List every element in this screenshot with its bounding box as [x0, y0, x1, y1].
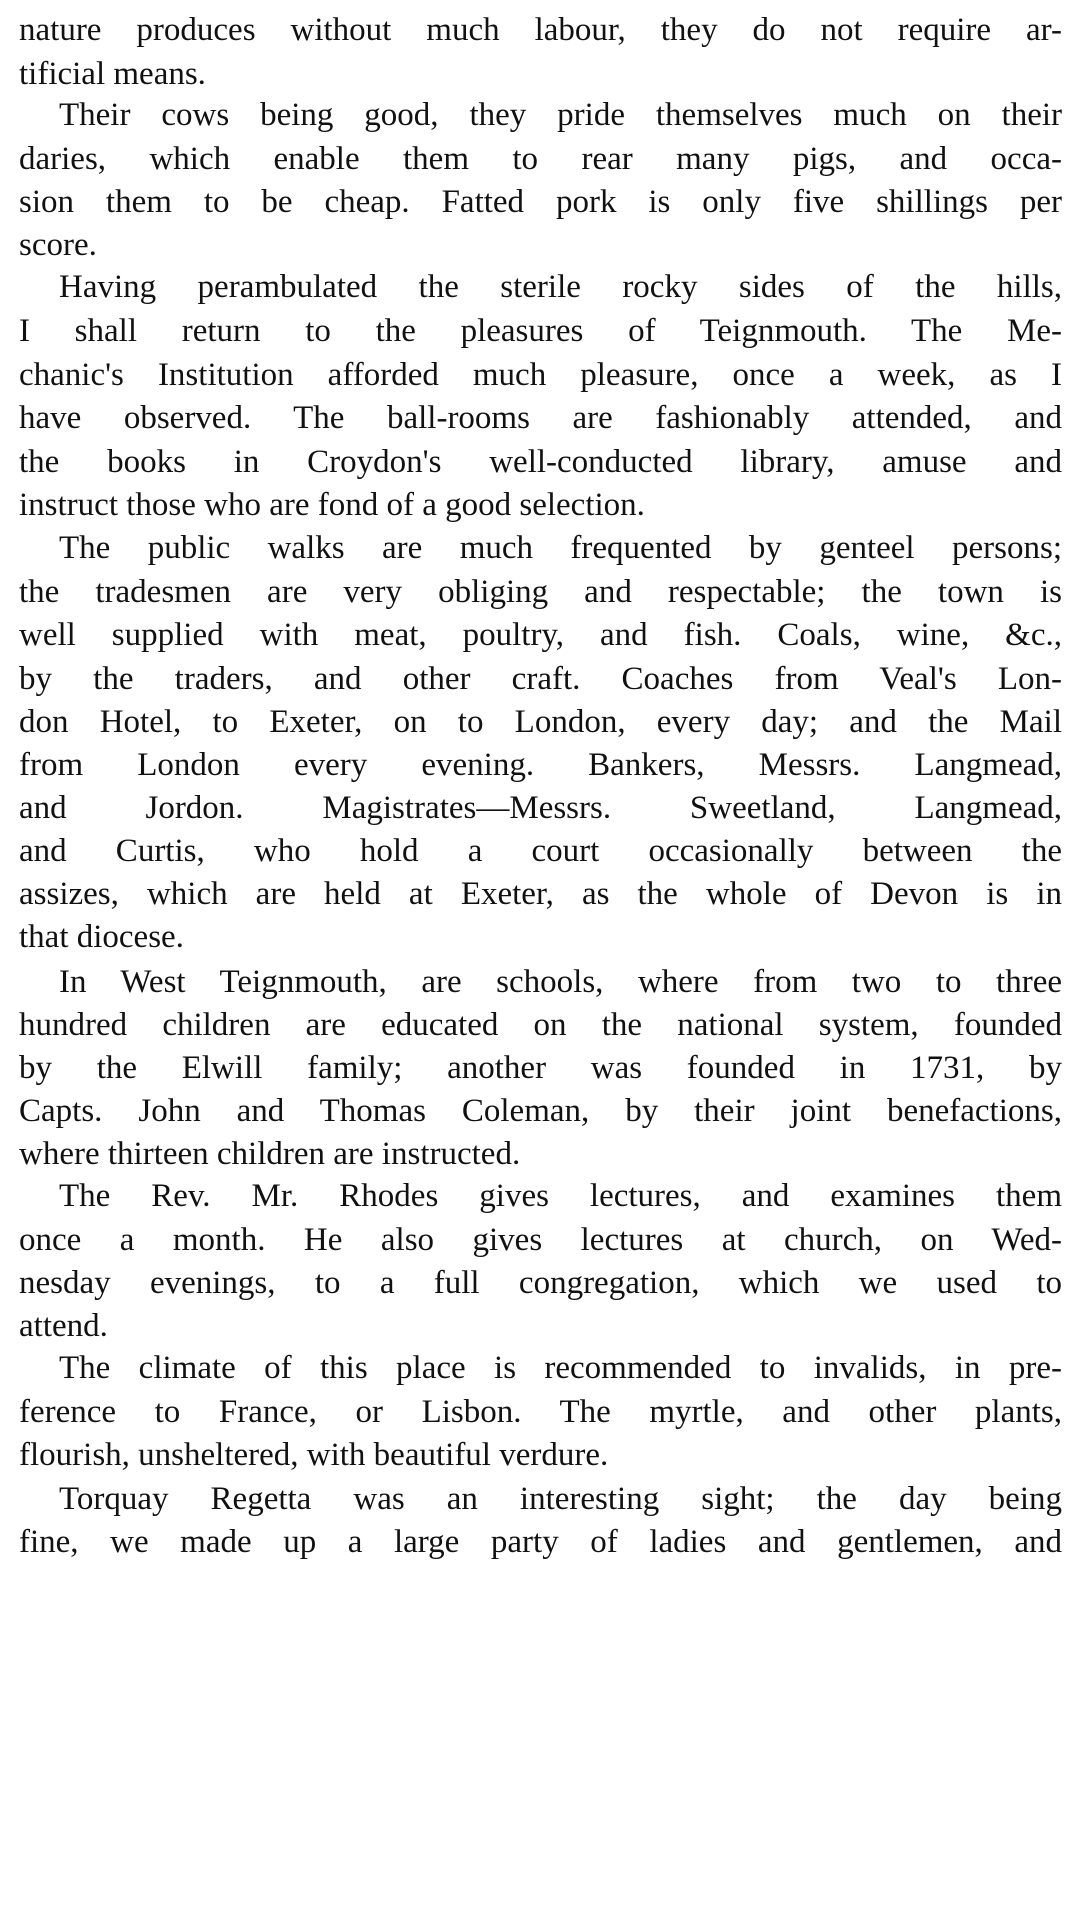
text-line: Capts. John and Thomas Coleman, by their joint benefactions, [19, 1093, 1062, 1129]
text-line: sion them to be cheap. Fatted pork is only five shillings per [19, 184, 1062, 220]
text-line: The public walks are much frequented by genteel persons; [59, 530, 1062, 566]
text-line: don Hotel, to Exeter, on to London, every day; and the Mail [19, 704, 1062, 740]
text-line: In West Teignmouth, are schools, where from two to three [59, 964, 1062, 1000]
text-line: nesday evenings, to a full congregation, which we used to [19, 1265, 1062, 1301]
text-line: chanic's Institution afforded much pleasure, once a week, as I [19, 357, 1062, 393]
text-line: score. [19, 227, 97, 263]
text-line: hundred children are educated on the national system, founded [19, 1007, 1062, 1043]
text-line: assizes, which are held at Exeter, as the whole of Devon is in [19, 876, 1062, 912]
text-line: nature produces without much labour, they do not require ar- [19, 12, 1062, 48]
text-line: Having perambulated the sterile rocky sides of the hills, [59, 269, 1062, 305]
text-line: well supplied with meat, poultry, and fish. Coals, wine, &c., [19, 617, 1062, 653]
text-line: daries, which enable them to rear many pigs, and occa- [19, 141, 1062, 177]
text-line: instruct those who are fond of a good selection. [19, 487, 645, 523]
text-line: Torquay Regetta was an interesting sight; the day being [59, 1481, 1062, 1517]
text-line: fine, we made up a large party of ladies and gentlemen, and [19, 1524, 1062, 1560]
text-line: where thirteen children are instructed. [19, 1136, 521, 1172]
text-line: from London every evening. Bankers, Messrs. Langmead, [19, 747, 1062, 783]
text-line: that diocese. [19, 919, 184, 955]
text-line: and Curtis, who hold a court occasionally between the [19, 833, 1062, 869]
book-page [19, 0, 1062, 1917]
text-line: once a month. He also gives lectures at church, on Wed- [19, 1222, 1062, 1258]
text-line: attend. [19, 1308, 108, 1344]
text-line: by the traders, and other craft. Coaches from Veal's Lon- [19, 661, 1062, 697]
text-line: tificial means. [19, 56, 206, 92]
text-line: I shall return to the pleasures of Teignmouth. The Me- [19, 313, 1062, 349]
text-line: have observed. The ball-rooms are fashionably attended, and [19, 400, 1062, 436]
text-line: the tradesmen are very obliging and respectable; the town is [19, 574, 1062, 610]
text-line: The Rev. Mr. Rhodes gives lectures, and examines them [59, 1178, 1062, 1214]
text-line: Their cows being good, they pride themselves much on their [59, 97, 1062, 133]
text-line: ference to France, or Lisbon. The myrtle, and other plants, [19, 1394, 1062, 1430]
text-line: flourish, unsheltered, with beautiful verdure. [19, 1437, 609, 1473]
text-line: and Jordon. Magistrates—Messrs. Sweetland, Langmead, [19, 790, 1062, 826]
text-line: the books in Croydon's well-conducted library, amuse and [19, 444, 1062, 480]
text-line: by the Elwill family; another was founded in 1731, by [19, 1050, 1062, 1086]
text-line: The climate of this place is recommended to invalids, in pre- [59, 1350, 1062, 1386]
